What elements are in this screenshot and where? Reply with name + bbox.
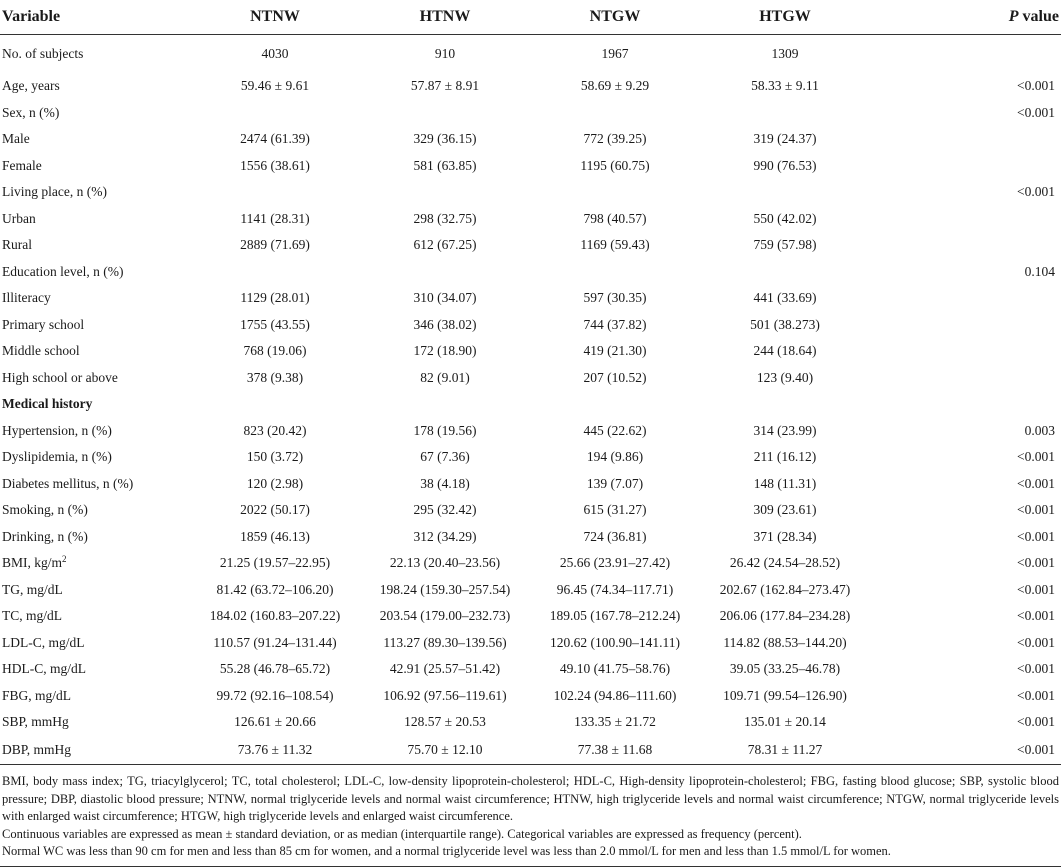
cell-htnw: 612 (67.25) [413,237,477,253]
footnote-definition: Normal WC was less than 90 cm for men and less than 85 cm for women, and a normal triglyceride level was less than 2.0 mmol/L for men and less than 1.5 mmol/L for women. [2,844,891,858]
cell-ntnw: 1556 (38.61) [240,157,310,173]
cell-htgw: 109.71 (99.54–126.90) [723,687,847,703]
cell-htgw: 123 (9.40) [756,369,814,385]
row-label [0,683,190,710]
table-row [0,497,1061,524]
cell-ntnw: 1141 (28.31) [240,210,310,226]
table-row [0,35,1061,74]
table-row [0,206,1061,233]
cell-p-value: <0.001 [1017,184,1055,200]
cell-p-value [870,285,1061,312]
cell-htnw [360,100,530,127]
cell-ntnw: 184.02 (160.83–207.22) [209,608,341,624]
cell-ntnw: 2474 (61.39) [240,131,310,147]
cell-ntgw: 49.10 (41.75–58.76) [559,661,671,677]
header-p-value [870,0,1061,35]
row-label-text: LDL-C, mg/dL [2,634,85,650]
cell-htgw: 58.33 ± 9.11 [751,78,819,94]
table-row [0,391,1061,418]
cell-ntgw: 96.45 (74.34–117.71) [556,581,674,597]
cell-htnw: 113.27 (89.30–139.56) [383,634,507,650]
cell-ntnw: 1859 (46.13) [240,528,310,544]
row-label-text: BMI, kg/m [2,555,63,571]
cell-ntgw: 189.05 (167.78–212.24) [549,608,681,624]
cell-ntgw: 724 (36.81) [583,528,647,544]
cell-ntnw: 2022 (50.17) [240,502,310,518]
cell-htnw [360,259,530,286]
cell-htgw: 135.01 ± 20.14 [744,714,826,730]
row-label [0,73,190,100]
row-label-text: Medical history [2,396,93,412]
cell-p-value: <0.001 [1017,528,1055,544]
row-label [0,550,190,577]
cell-ntgw [530,259,700,286]
cell-htgw [700,391,870,418]
cell-ntgw [530,391,700,418]
row-label [0,577,190,604]
cell-ntgw [530,179,700,206]
table-row [0,285,1061,312]
cell-p-value [870,365,1061,392]
cell-htnw: 312 (34.29) [413,528,477,544]
row-label-text: Urban [2,210,36,226]
row-label-text: SBP, mmHg [2,714,69,730]
cell-htgw: 39.05 (33.25–46.78) [729,661,841,677]
table-row [0,577,1061,604]
cell-ntnw: 81.42 (63.72–106.20) [216,581,334,597]
cell-htnw: 178 (19.56) [413,422,477,438]
cell-ntnw [190,179,360,206]
cell-p-value [870,153,1061,180]
row-label-text: Living place, n (%) [2,184,107,200]
table-row [0,656,1061,683]
cell-htgw: 441 (33.69) [753,290,817,306]
row-label-text: Male [2,131,30,147]
row-label-text: Middle school [2,343,80,359]
cell-ntnw: 110.57 (91.24–131.44) [213,634,337,650]
cell-ntnw: 378 (9.38) [246,369,304,385]
row-label-text: TG, mg/dL [2,581,63,597]
table-row [0,100,1061,127]
cell-htnw [360,179,530,206]
table-row [0,73,1061,100]
table-footnotes [0,773,1059,861]
cell-htgw: 244 (18.64) [753,343,817,359]
cell-ntgw: 419 (21.30) [583,343,647,359]
row-label-text: Dyslipidemia, n (%) [2,449,112,465]
cell-htgw [700,259,870,286]
row-label-text: Diabetes mellitus, n (%) [2,475,134,491]
cell-htgw: 990 (76.53) [753,157,817,173]
cell-ntgw: 120.62 (100.90–141.11) [550,634,680,650]
row-label-text: High school or above [2,369,118,385]
cell-htnw: 67 (7.36) [420,449,470,465]
row-label-text: DBP, mmHg [2,741,72,757]
cell-p-value: <0.001 [1017,104,1055,120]
row-label-text: HDL-C, mg/dL [2,661,86,677]
row-label-text: Rural [2,237,32,253]
cell-ntgw: 1169 (59.43) [580,237,650,253]
cell-htgw: 211 (16.12) [753,449,817,465]
cell-ntgw: 139 (7.07) [586,475,644,491]
row-label [0,232,190,259]
bottom-rule [0,866,1061,867]
row-label [0,603,190,630]
cell-htnw: 172 (18.90) [413,343,477,359]
cell-ntgw: 58.69 ± 9.29 [580,78,650,94]
cell-ntgw: 194 (9.86) [586,449,644,465]
cell-htgw: 759 (57.98) [753,237,817,253]
cell-ntnw: 59.46 ± 9.61 [240,78,310,94]
cell-ntnw: 126.61 ± 20.66 [234,714,316,730]
header-variable: Variable [0,0,190,35]
cell-ntnw: 150 (3.72) [246,449,304,465]
cell-ntnw [190,391,360,418]
cell-ntnw: 2889 (71.69) [240,237,310,253]
cell-ntnw: 21.25 (19.57–22.95) [219,555,331,571]
row-label-text: Smoking, n (%) [2,502,88,518]
row-label [0,444,190,471]
cell-ntgw: 207 (10.52) [583,369,647,385]
cell-p-value [870,232,1061,259]
cell-htnw: 38 (4.18) [420,475,470,491]
cell-htgw: 309 (23.61) [753,502,817,518]
row-label [0,35,190,74]
cell-htgw: 202.67 (162.84–273.47) [719,581,851,597]
cell-ntgw: 772 (39.25) [583,131,647,147]
table-row [0,709,1061,736]
table-row [0,312,1061,339]
cell-p-value [870,312,1061,339]
cell-ntnw: 55.28 (46.78–65.72) [219,661,331,677]
table-row [0,603,1061,630]
cell-htgw: 206.06 (177.84–234.28) [719,608,851,624]
row-label-superscript: 2 [62,554,67,565]
cell-htgw: 319 (24.37) [753,131,817,147]
table-row [0,179,1061,206]
table-row [0,471,1061,498]
table-row [0,338,1061,365]
cell-p-value: <0.001 [1017,661,1055,677]
header-ntnw: NTNW [190,0,360,35]
table-row [0,630,1061,657]
cell-ntnw: 120 (2.98) [246,475,304,491]
row-label-text: No. of subjects [2,46,84,61]
cell-p-value: <0.001 [1017,502,1055,518]
row-label [0,179,190,206]
row-label [0,312,190,339]
row-label-text: Drinking, n (%) [2,528,88,544]
row-label [0,285,190,312]
table-row [0,683,1061,710]
cell-htgw [700,179,870,206]
cell-ntnw: 73.76 ± 11.32 [190,736,360,765]
cell-htnw: 203.54 (179.00–232.73) [379,608,511,624]
row-label [0,656,190,683]
table-row [0,232,1061,259]
row-label [0,365,190,392]
cell-ntgw: 25.66 (23.91–27.42) [559,555,671,571]
cell-ntnw: 768 (19.06) [243,343,307,359]
table-row [0,550,1061,577]
cell-htnw: 910 [434,46,456,61]
row-label-text: Age, years [2,78,60,94]
cell-ntgw: 798 (40.57) [583,210,647,226]
table-row [0,259,1061,286]
cell-p-value [870,391,1061,418]
row-label-text: Education level, n (%) [2,263,124,279]
cell-htnw: 329 (36.15) [413,131,477,147]
cell-htnw: 198.24 (159.30–257.54) [379,581,511,597]
row-label [0,471,190,498]
cell-p-value: 0.003 [1024,422,1055,438]
cell-ntgw: 744 (37.82) [583,316,647,332]
row-label [0,259,190,286]
row-label [0,524,190,551]
cell-ntgw [530,100,700,127]
table-row [0,736,1061,765]
table-row [0,365,1061,392]
cell-ntnw [190,259,360,286]
cell-htnw: 42.91 (25.57–51.42) [389,661,501,677]
cell-ntgw: 445 (22.62) [583,422,647,438]
cell-htnw [360,391,530,418]
cell-ntnw [190,100,360,127]
cell-htnw: 128.57 ± 20.53 [404,714,486,730]
footnote-abbreviations: BMI, body mass index; TG, triacylglycerol; TC, total cholesterol; LDL-C, low-density lipoprotein-cholesterol; HDL-C, High-density lipoprotein-cholesterol; FBG, fasting blood glucose; SBP, systolic blood pressure; DBP, diastolic blood pressure; NTNW, normal triglyceride levels and normal waist circumference; HTNW, high triglyceride levels and normal waist circumference; NTGW, normal triglyceride levels with enlarged waist circumference; HTGW, high triglyceride levels and enlarged waist circumference. [2,774,1059,823]
cell-ntgw: 597 (30.35) [583,290,647,306]
row-label [0,206,190,233]
row-label-text: TC, mg/dL [2,608,62,624]
cell-p-value: 0.104 [1024,263,1055,279]
cell-p-value: <0.001 [1017,634,1055,650]
row-label-text: Sex, n (%) [2,104,60,120]
cell-ntnw: 99.72 (92.16–108.54) [216,687,334,703]
row-label [0,709,190,736]
cell-ntgw: 133.35 ± 21.72 [574,714,656,730]
cell-p-value [870,338,1061,365]
row-label-text: FBG, mg/dL [2,687,72,703]
row-label-text: Hypertension, n (%) [2,422,112,438]
table-body [0,35,1061,765]
cell-p-value: <0.001 [870,736,1061,765]
header-htnw: HTNW [360,0,530,35]
cell-htgw: 501 (38.273) [750,316,820,332]
cell-htnw: 75.70 ± 12.10 [360,736,530,765]
header-p-rest: value [1018,8,1059,25]
cell-htgw: 78.31 ± 11.27 [700,736,870,765]
row-label [0,736,190,765]
table-row [0,153,1061,180]
table-row [0,418,1061,445]
row-label [0,126,190,153]
cell-ntgw: 1967 [601,46,629,61]
cell-ntgw: 77.38 ± 11.68 [530,736,700,765]
table-row [0,444,1061,471]
cell-htnw: 295 (32.42) [413,502,477,518]
cell-p-value: <0.001 [1017,714,1055,730]
table-header-row [0,0,1061,35]
cell-ntnw: 4030 [261,46,289,61]
row-label [0,153,190,180]
table-row [0,126,1061,153]
row-label [0,338,190,365]
cell-ntnw: 1755 (43.55) [240,316,310,332]
footnote-expression: Continuous variables are expressed as mean ± standard deviation, or as median (interquartile range). Categorical variables are expressed as frequency (percent). [2,826,802,841]
row-label-text: Primary school [2,316,85,332]
cell-p-value: <0.001 [1017,608,1055,624]
cell-htnw: 106.92 (97.56–119.61) [383,687,507,703]
cell-ntgw: 102.24 (94.86–111.60) [553,687,677,703]
row-label [0,391,190,418]
cell-p-value [870,206,1061,233]
cell-htnw: 298 (32.75) [413,210,477,226]
cell-p-value: <0.001 [1017,687,1055,703]
cell-p-value: <0.001 [1017,555,1055,571]
header-htgw: HTGW [700,0,870,35]
cell-htnw: 82 (9.01) [420,369,470,385]
cell-p-value: <0.001 [1017,449,1055,465]
cell-htgw: 550 (42.02) [753,210,817,226]
header-ntgw: NTGW [530,0,700,35]
cell-p-value [870,35,1061,74]
cell-htgw: 148 (11.31) [753,475,817,491]
cell-ntnw: 1129 (28.01) [240,290,310,306]
cell-htnw: 581 (63.85) [413,157,477,173]
cell-ntgw: 1195 (60.75) [580,157,650,173]
cell-htgw: 114.82 (88.53–144.20) [723,634,847,650]
cell-p-value: <0.001 [1017,475,1055,491]
cell-htgw [700,100,870,127]
table-row [0,524,1061,551]
cell-p-value: <0.001 [1017,78,1055,94]
row-label [0,100,190,127]
row-label-text: Female [2,157,42,173]
row-label [0,630,190,657]
cell-ntnw: 823 (20.42) [243,422,307,438]
row-label-text: Illiteracy [2,290,51,306]
row-label [0,418,190,445]
cell-htgw: 1309 [771,46,799,61]
cell-htgw: 26.42 (24.54–28.52) [729,555,841,571]
header-p-italic: P [1008,8,1019,25]
cell-p-value [870,126,1061,153]
cell-htnw: 310 (34.07) [413,290,477,306]
cell-htnw: 22.13 (20.40–23.56) [389,555,501,571]
row-label [0,497,190,524]
cell-htgw: 371 (28.34) [753,528,817,544]
cell-ntgw: 615 (31.27) [583,502,647,518]
cell-htgw: 314 (23.99) [753,422,817,438]
cell-htnw: 346 (38.02) [413,316,477,332]
cell-htnw: 57.87 ± 8.91 [410,78,480,94]
cell-p-value: <0.001 [1017,581,1055,597]
